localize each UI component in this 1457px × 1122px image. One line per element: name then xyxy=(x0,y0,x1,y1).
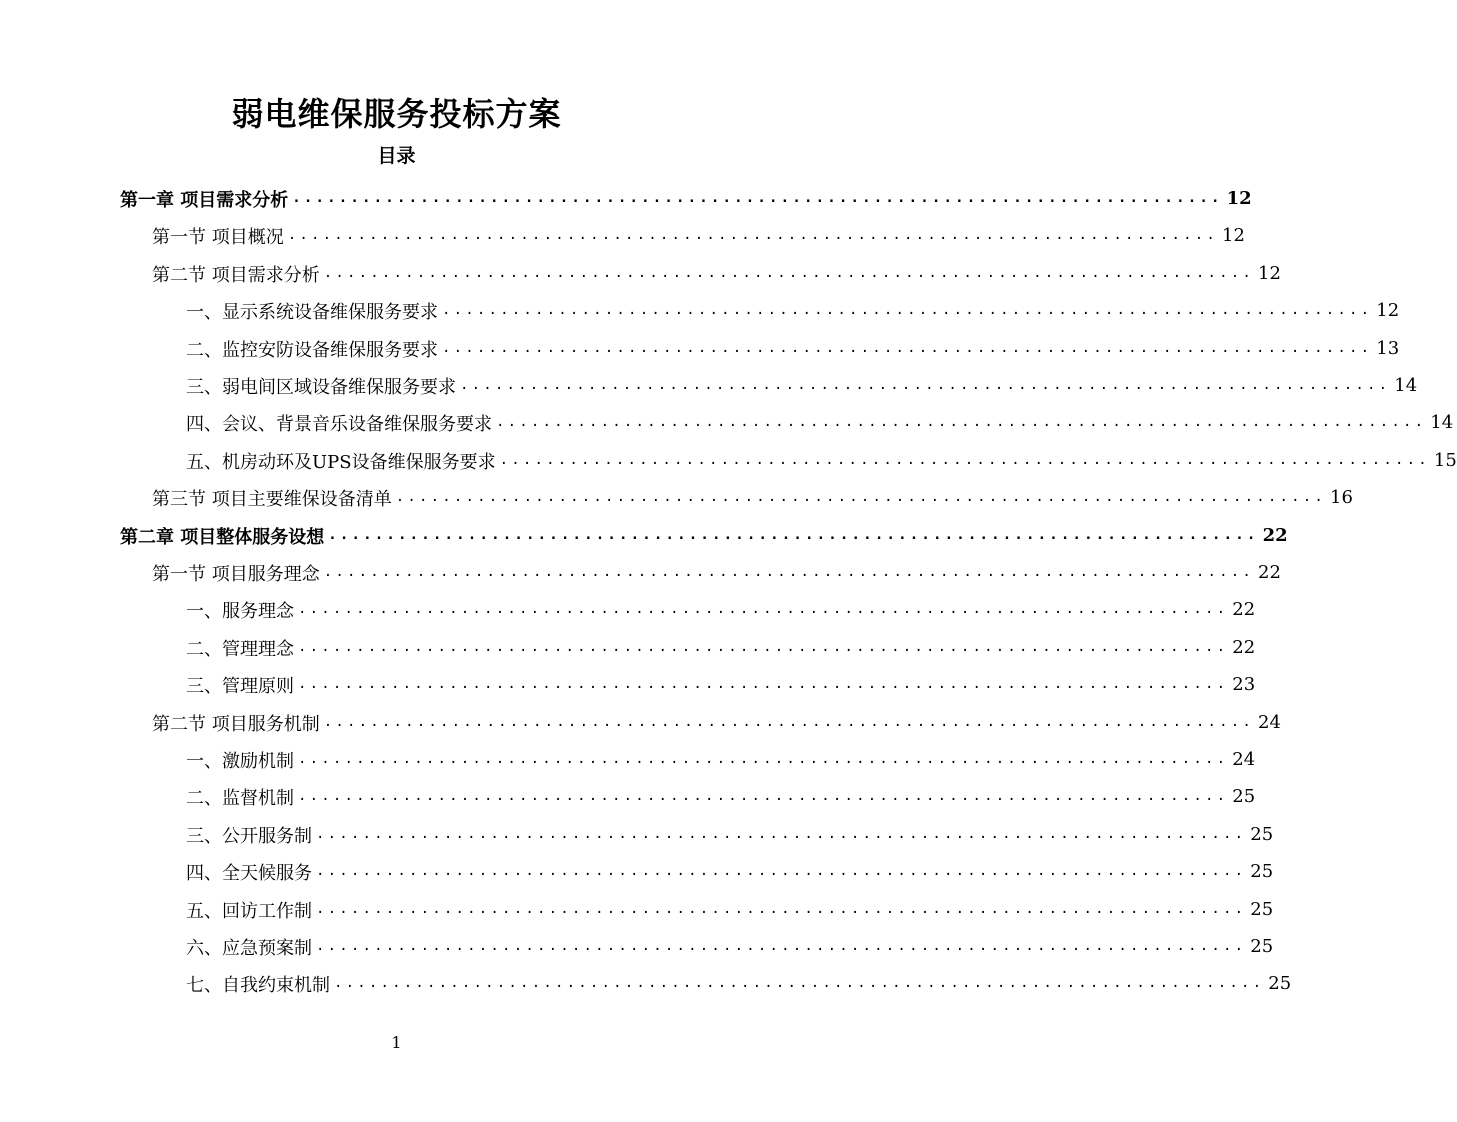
toc-entry-page: 25 xyxy=(1268,973,1292,994)
toc-entry-label: 第三节 项目主要维保设备清单 xyxy=(152,488,392,510)
toc-dot-leader: ................................................................................ xyxy=(496,414,1427,430)
toc-dot-leader: ................................................................................ xyxy=(316,901,1247,917)
toc-entry-label: 一、显示系统设备维保服务要求 xyxy=(186,301,438,323)
toc-entry-label: 一、激励机制 xyxy=(186,750,294,772)
toc-entry-page: 25 xyxy=(1232,786,1256,807)
toc-entry-page: 12 xyxy=(1258,263,1281,284)
toc-dot-leader: ................................................................................ xyxy=(323,714,1255,730)
toc-entry-page: 22 xyxy=(1232,599,1256,620)
toc-entry-page: 25 xyxy=(1250,899,1274,920)
toc-entry-label: 第一节 项目概况 xyxy=(152,226,284,248)
toc-dot-leader: ................................................................................ xyxy=(328,527,1259,543)
toc-entry[interactable] xyxy=(186,816,1274,853)
toc-entry-page: 14 xyxy=(1430,412,1454,433)
toc-dot-leader: ................................................................................ xyxy=(395,489,1327,505)
toc-dot-leader: ................................................................................ xyxy=(323,265,1255,281)
toc-entry-page: 24 xyxy=(1258,712,1281,733)
toc-entry-page: 15 xyxy=(1433,450,1457,471)
toc-entry[interactable] xyxy=(152,554,1281,591)
toc-entry-page: 22 xyxy=(1232,637,1256,658)
toc-dot-leader: ................................................................................ xyxy=(442,340,1373,356)
toc-entry-label: 三、弱电间区域设备维保服务要求 xyxy=(186,376,456,398)
toc-entry[interactable] xyxy=(186,778,1256,815)
toc-entry-label: 六、应急预案制 xyxy=(186,937,312,959)
toc-entry-page: 16 xyxy=(1330,487,1353,508)
toc-entry-page: 25 xyxy=(1250,861,1274,882)
toc-entry-label: 二、监控安防设备维保服务要求 xyxy=(186,339,438,361)
toc-entry-page: 12 xyxy=(1222,225,1245,246)
toc-dot-leader: ................................................................................ xyxy=(334,975,1265,991)
toc-entry[interactable] xyxy=(152,217,1245,254)
toc-entry-label: 第一节 项目服务理念 xyxy=(152,563,320,585)
toc-entry-page: 22 xyxy=(1258,562,1281,583)
document-title: 弱电维保服务投标方案 xyxy=(231,95,562,133)
toc-entry-label: 二、监督机制 xyxy=(186,787,294,809)
toc-entry-label: 三、公开服务制 xyxy=(186,825,312,847)
toc-entry-label: 三、管理原则 xyxy=(186,675,294,697)
page-number: 1 xyxy=(391,1033,402,1052)
toc-entry-page: 12 xyxy=(1376,300,1400,321)
toc-entry[interactable] xyxy=(152,704,1281,741)
toc-entry-label: 二、管理理念 xyxy=(186,638,294,660)
toc-dot-leader: ................................................................................ xyxy=(460,377,1391,393)
toc-dot-leader: ................................................................................ xyxy=(298,676,1229,692)
toc-entry-label: 四、会议、背景音乐设备维保服务要求 xyxy=(186,413,492,435)
toc-entry-page: 25 xyxy=(1250,824,1274,845)
toc-entry[interactable] xyxy=(186,292,1400,329)
toc-entry-label: 五、机房动环及UPS设备维保服务要求 xyxy=(186,451,496,473)
toc-entry[interactable] xyxy=(186,442,1457,479)
toc-dot-leader: ................................................................................ xyxy=(316,826,1247,842)
toc-entry-label: 第一章 项目需求分析 xyxy=(120,189,289,211)
toc-entry-page: 12 xyxy=(1226,188,1252,209)
toc-dot-leader: ................................................................................ xyxy=(316,938,1247,954)
toc-entry-page: 23 xyxy=(1232,674,1256,695)
toc-dot-leader: ................................................................................ xyxy=(292,190,1223,206)
toc-entry[interactable] xyxy=(186,330,1400,367)
toc-dot-leader: ................................................................................ xyxy=(316,863,1247,879)
toc-entry[interactable] xyxy=(186,591,1256,628)
toc-dot-leader: ................................................................................ xyxy=(298,751,1229,767)
toc-entry[interactable] xyxy=(186,965,1292,1002)
toc-entry[interactable] xyxy=(186,404,1454,441)
toc-heading: 目录 xyxy=(377,145,416,167)
toc-entry-label: 七、自我约束机制 xyxy=(186,974,330,996)
toc-dot-leader: ................................................................................ xyxy=(499,452,1430,468)
toc-dot-leader: ................................................................................ xyxy=(298,788,1229,804)
toc-entry[interactable] xyxy=(152,479,1353,516)
toc-entry-label: 第二节 项目服务机制 xyxy=(152,713,320,735)
toc-entry-page: 22 xyxy=(1262,525,1288,546)
toc-entry[interactable] xyxy=(186,928,1274,965)
toc-entry[interactable] xyxy=(186,741,1256,778)
toc-entry[interactable] xyxy=(120,180,1252,217)
toc-entry[interactable] xyxy=(186,367,1418,404)
toc-entry-label: 五、回访工作制 xyxy=(186,900,312,922)
toc-entry-label: 一、服务理念 xyxy=(186,600,294,622)
toc-entry-label: 第二章 项目整体服务设想 xyxy=(120,526,325,548)
toc-entry-label: 第二节 项目需求分析 xyxy=(152,264,320,286)
toc-entry[interactable] xyxy=(186,891,1274,928)
toc-entry[interactable] xyxy=(186,853,1274,890)
toc-entry[interactable] xyxy=(186,629,1256,666)
toc-entry-label: 四、全天候服务 xyxy=(186,862,312,884)
toc-entry-page: 14 xyxy=(1394,375,1418,396)
toc-dot-leader: ................................................................................ xyxy=(298,639,1229,655)
toc-entry[interactable] xyxy=(152,255,1281,292)
toc-entry[interactable] xyxy=(120,517,1288,554)
toc-dot-leader: ................................................................................ xyxy=(323,564,1255,580)
toc-entry-page: 24 xyxy=(1232,749,1256,770)
toc-entry-page: 13 xyxy=(1376,338,1400,359)
toc-dot-leader: ................................................................................ xyxy=(442,302,1373,318)
toc-dot-leader: ................................................................................ xyxy=(298,601,1229,617)
toc-entry-page: 25 xyxy=(1250,936,1274,957)
toc-dot-leader: ................................................................................ xyxy=(287,227,1219,243)
toc-entry[interactable] xyxy=(186,666,1256,703)
